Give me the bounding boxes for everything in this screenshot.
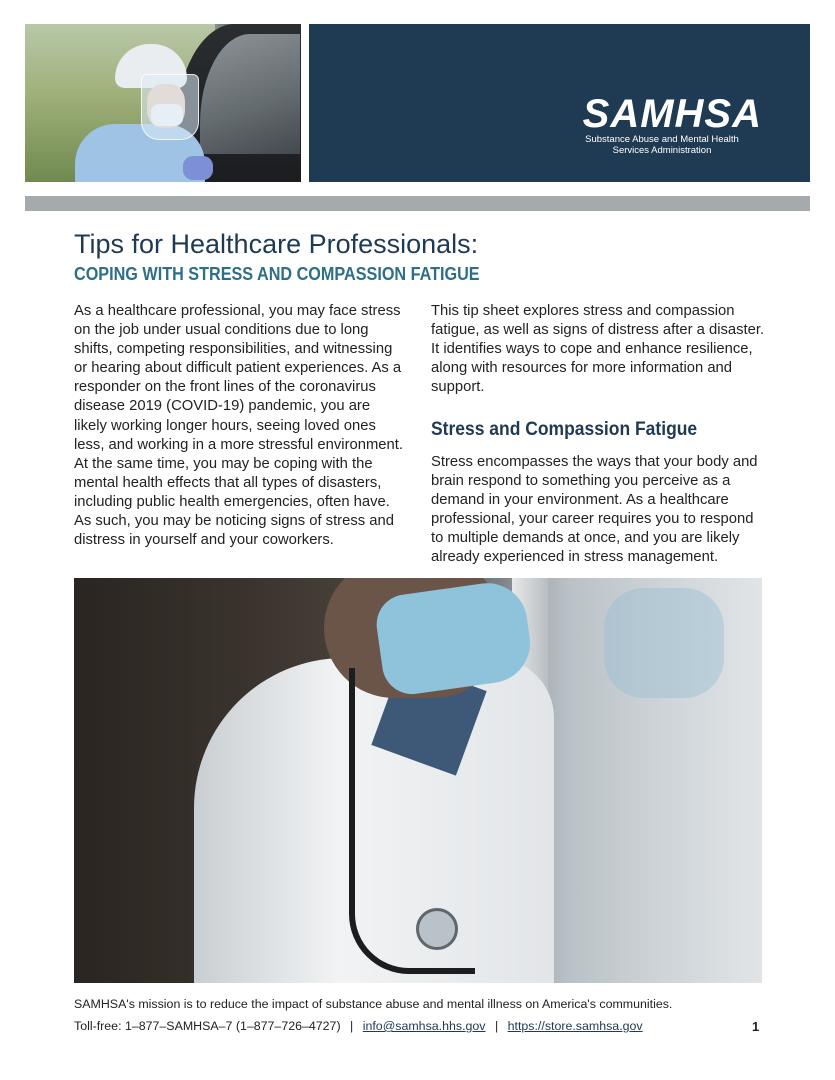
- samhsa-logo: SAMHSA: [582, 92, 762, 136]
- tip-sheet-column: [431, 302, 766, 397]
- footer-store-link[interactable]: https://store.samhsa.gov: [507, 1019, 643, 1033]
- footer-mission: SAMHSA's mission is to reduce the impact of substance abuse and mental illness on America's communities.: [74, 997, 673, 1011]
- photo-stethoscope-chestpiece: [416, 908, 458, 950]
- header-divider: [25, 196, 810, 211]
- logo-subtitle-line1: Substance Abuse and Mental Health: [585, 134, 739, 145]
- section-column: [431, 453, 766, 568]
- main-photo-doctor-window: [74, 578, 762, 983]
- page-title: Tips for Healthcare Professionals:: [74, 229, 479, 259]
- footer-separator: |: [494, 1019, 499, 1033]
- header-band: [309, 24, 810, 182]
- page-number: 1: [752, 1019, 760, 1034]
- logo-subtitle-line2: Services Administration: [612, 145, 712, 156]
- section-heading: Stress and Compassion Fatigue: [431, 419, 698, 440]
- samhsa-logo-subtitle: [562, 134, 762, 156]
- photo-glove: [183, 156, 213, 180]
- photo-face-shield: [141, 74, 199, 140]
- photo-person: [65, 44, 185, 182]
- footer-contact: [74, 1019, 643, 1033]
- photo-reflection-mask: [604, 588, 724, 698]
- intro-paragraph: As a healthcare professional, you may face stress on the job under usual conditions due to long shifts, competing responsibilities, and witnessing or hearing about difficult patient experiences. As a responder on the front lines of the coronavirus disease 2019 (COVID-19) pandemic, you are likely working longer hours, seeing loved ones less, and working in a more stressful environment. At the same time, you may be coping with the mental health effects that all types of disasters, including public health emergencies, often have. As such, you may be noticing signs of stress and distress in yourself and your coworkers.: [74, 303, 403, 549]
- footer-tollfree: Toll-free: 1–877–SAMHSA–7 (1–877–726–4727): [74, 1019, 341, 1033]
- section-paragraph: Stress encompasses the ways that your body and brain respond to something you perceive as a demand in your environment. As a healthcare professional, your career requires you to respond to multiple demands at once, and you are likely already experienced in stress management.: [431, 454, 758, 566]
- footer-email-link[interactable]: info@samhsa.hhs.gov: [362, 1019, 486, 1033]
- footer-separator: |: [350, 1019, 354, 1033]
- header-photo-healthcare-worker: [25, 24, 301, 182]
- page-subtitle: COPING WITH STRESS AND COMPASSION FATIGUE: [74, 264, 480, 284]
- intro-column: [74, 302, 404, 550]
- tip-sheet-paragraph: This tip sheet explores stress and compassion fatigue, as well as signs of distress after a disaster. It identifies ways to cope and enhance resilience, along with resources for more information and support.: [431, 303, 765, 396]
